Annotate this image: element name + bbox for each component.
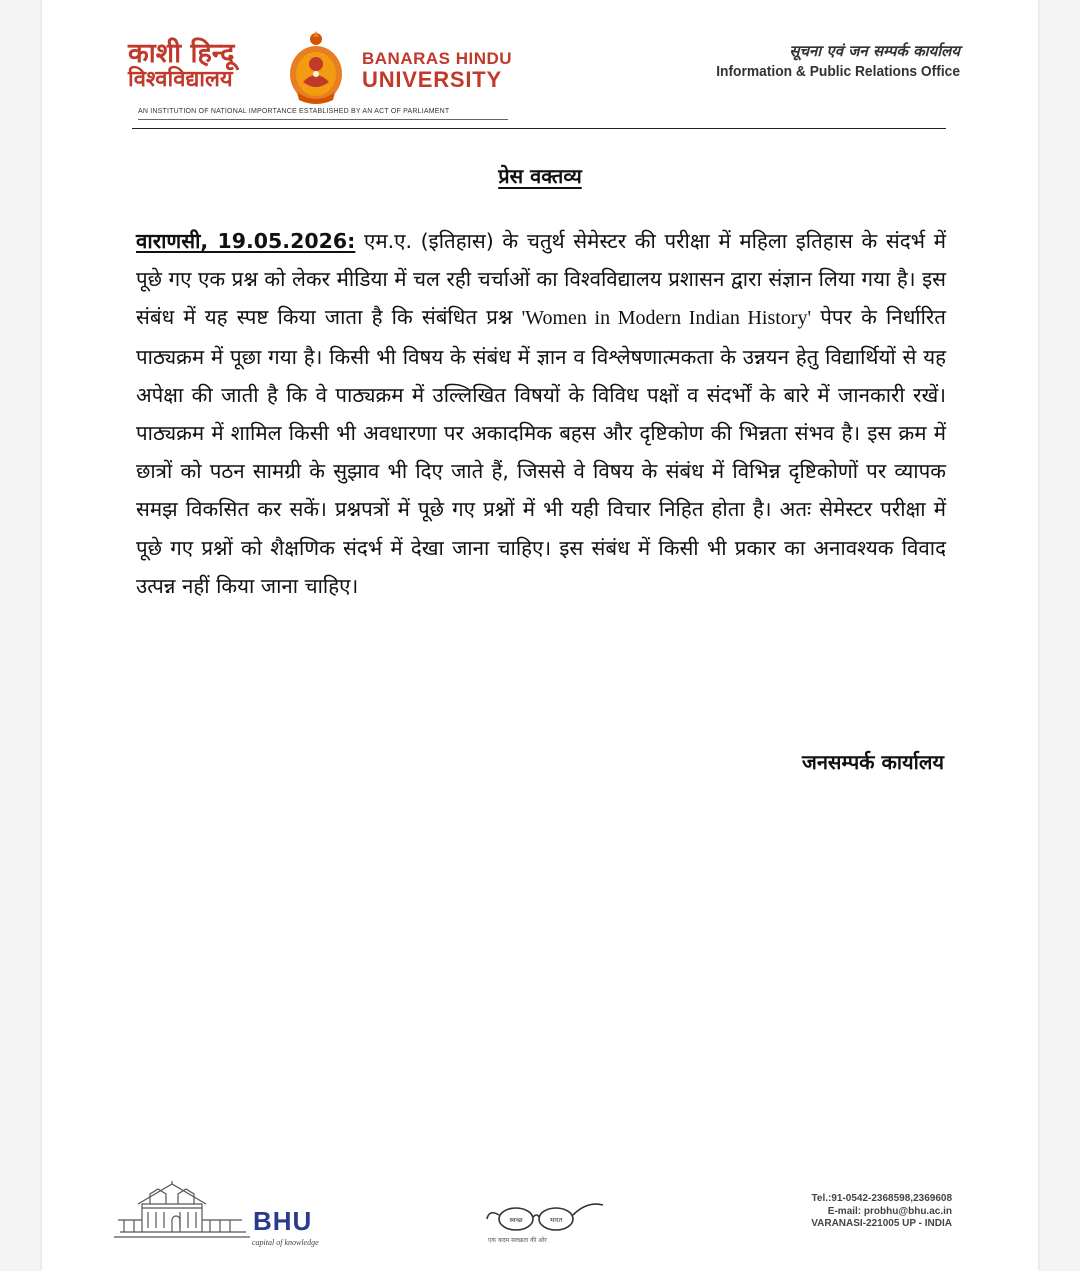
header-divider [132, 128, 946, 129]
body-text-part1: एम.ए. (इतिहास) के चतुर्थ सेमेस्टर की परीक्षा में महिला इतिहास के संदर्भ में पूछे गए एक प्रश्न को लेकर मीडिया में चल रही चर्चाओं का विश्वविद्यालय प्रशासन द्वारा संज्ञान लिया गया है। इस संबंध में यह स्पष्ट किया जाता है कि संबंधित प्रश्न [136, 229, 947, 330]
bhu-emblem-icon [285, 30, 347, 106]
document-title [42, 162, 1038, 189]
office-name-hindi: सूचना एवं जन सम्पर्क कार्यालय [789, 42, 960, 60]
building-icon [114, 1180, 250, 1244]
svg-text:स्वच्छ: स्वच्छ [509, 1216, 523, 1224]
office-name [695, 42, 960, 81]
bhu-logo-tagline: capital of knowledge [252, 1238, 319, 1247]
document-title-text: प्रेस वक्तव्य [498, 164, 582, 188]
university-name-english [362, 50, 512, 91]
paper-title: 'Women in Modern Indian History' [521, 307, 812, 330]
signature: जनसम्पर्क कार्यालय [801, 750, 944, 774]
footer-email: E-mail: probhu@bhu.ac.in [827, 1205, 952, 1217]
footer-phone: Tel.:91-0542-2368598,2369608 [811, 1193, 952, 1204]
university-name-hindi-line1: काशी हिन्दू [128, 38, 235, 69]
office-name-english: Information & Public Relations Office [716, 62, 960, 80]
university-name-hindi-line2: विश्वविद्यालय [128, 67, 233, 93]
bhu-logo-text: BHU [253, 1206, 313, 1236]
swachh-bharat-caption: एक कदम स्वच्छता की ओर [488, 1237, 547, 1244]
university-name-english-line1: BANARAS HINDU [362, 49, 513, 68]
footer-contact-details [811, 1193, 952, 1231]
tagline-divider [138, 119, 508, 120]
university-tagline: AN INSTITUTION OF NATIONAL IMPORTANCE ESTABLISHED BY AN ACT OF PARLIAMENT [138, 108, 450, 115]
footer-address: VARANASI-221005 UP - INDIA [811, 1218, 952, 1229]
university-name-english-line2: UNIVERSITY [362, 66, 503, 92]
svg-text:भारत: भारत [549, 1216, 563, 1224]
body-text-part2: पेपर के निर्धारित पाठ्यक्रम में पूछा गया है। किसी भी विषय के संबंध में ज्ञान व विश्लेषणात्मकता के उन्नयन हेतु विद्यार्थियों से यह अपेक्षा की जाती है कि वे पाठ्यक्रम में उल्लिखित विषयों के विविध पक्षों व संदर्भों के बारे में जानकारी रखें। पाठ्यक्रम में शामिल किसी भी अवधारणा पर अकादमिक बहस और दृष्टिकोण की भिन्नता संभव है। इस क्रम में छात्रों को पठन सामग्री के सुझाव भी दिए जाते हैं, जिससे वे विषय के संबंध में विभिन्न दृष्टिकोणों पर व्यापक समझ विकसित कर सकें। प्रश्नपत्रों में पूछे गए प्रश्नों में भी यही विचार निहित होता है। अतः सेमेस्टर परीक्षा में पूछे गए प्रश्नों को शैक्षणिक संदर्भ में देखा जाना चाहिए। इस संबंध में किसी भी प्रकार का अनावश्यक विवाद उत्पन्न नहीं किया जाना चाहिए। [136, 305, 946, 598]
dateline: वाराणसी, 19.05.2026: [136, 229, 356, 253]
university-name-hindi [128, 40, 288, 91]
document-page [42, 0, 1038, 1271]
press-statement-body [136, 222, 946, 605]
